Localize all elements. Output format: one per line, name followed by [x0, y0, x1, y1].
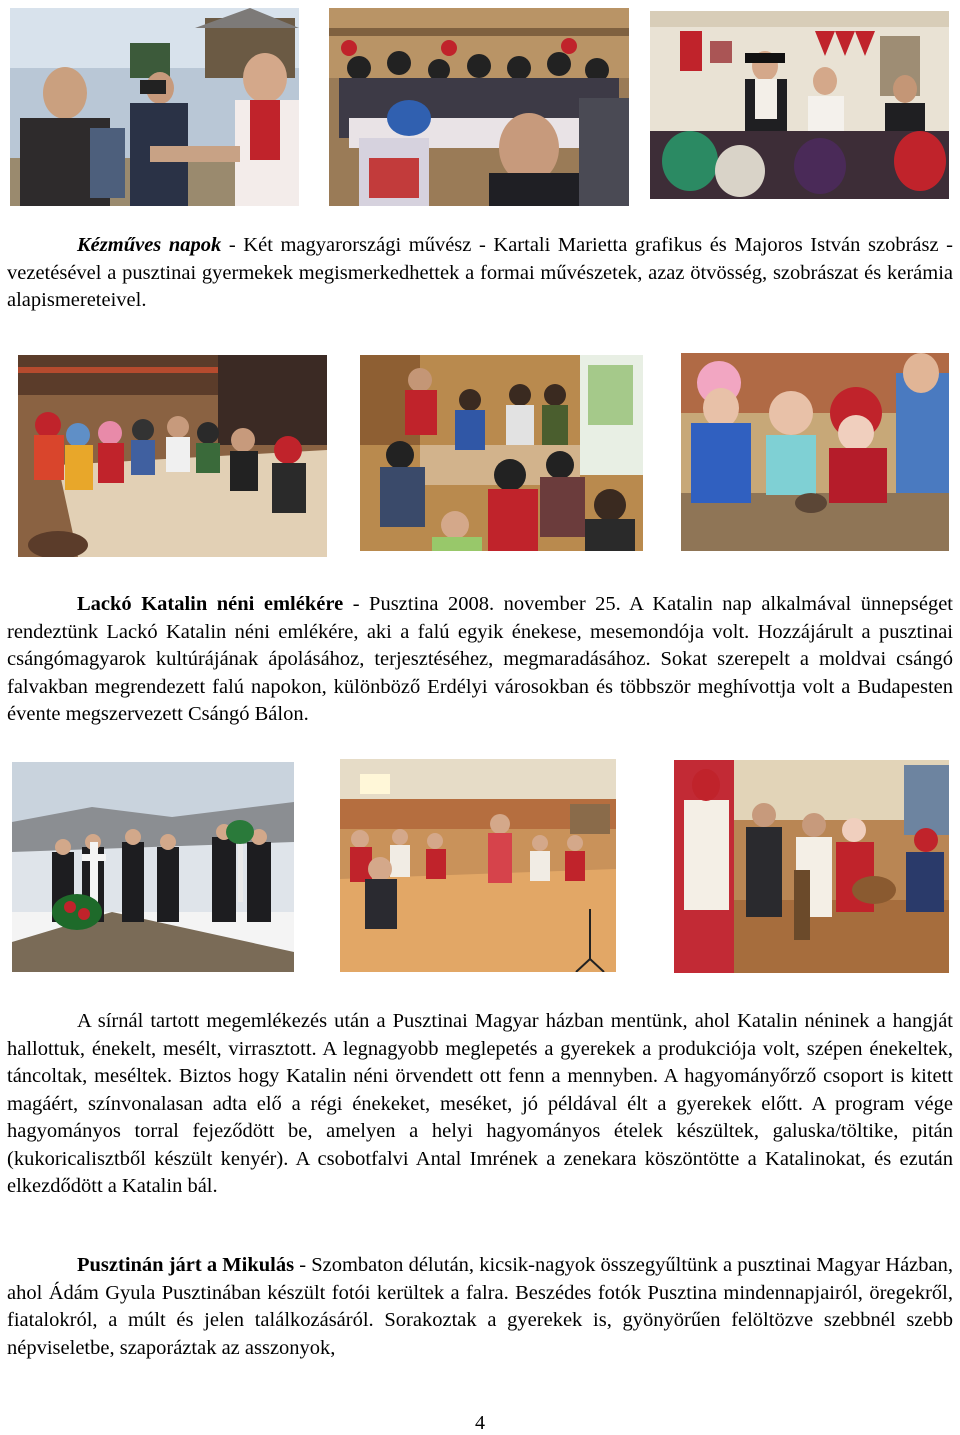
clay-modeling-photo [681, 353, 949, 551]
kezmuves-paragraph [7, 232, 953, 315]
feast-table-photo [329, 8, 629, 206]
lacko-title: Lackó Katalin néni emlékére [77, 593, 344, 615]
lacko-body: - Pusztina 2008. november 25. A Katalin nap alkalmával ünnepséget rendeztünk Lackó Katalin néni emlékére, aki a falú egyik énekese, mesemondója volt. Hozzájárult a pusztinai csángómagyarok kultúrájának ápolásához, terjesztéséhez, megmaradásához. Sokat szerepelt a moldvai csángó falvakban megrendezett falú napokon, különböző Erdélyi városokban és többször meghívottja volt a Budapesten évente megszervezett Csángó Bálon. [7, 593, 953, 725]
kezmuves-title: Kézműves napok [77, 234, 222, 256]
lacko-paragraph [7, 591, 953, 729]
mikulas-title: Pusztinán járt a Mikulás [77, 1254, 295, 1276]
mikulas-paragraph [7, 1252, 953, 1362]
handshake-photo [10, 8, 299, 206]
page-number: 4 [475, 1412, 485, 1434]
music-performance-photo [674, 760, 949, 973]
mikulas-body: - Szombaton délután, kicsik-nagyok összegyűltünk a pusztinai Magyar Házban, ahol Ádám Gyula Pusztinában készült fotói kerültek a falra. Beszédes fotók Pusztina mindennapjairól, öregekről, fiatalokról, a múlt és jelen találkozásáról. Sorakoztak a gyerekek is, gyönyörűen felöltözve szebbnél szebb népviseletbe, szaporáztak az asszonyok, [7, 1254, 953, 1359]
dance-hall-photo [340, 759, 616, 972]
folk-musicians-photo [650, 11, 949, 199]
sirnal-body: A sírnál tartott megemlékezés után a Pusztinai Magyar házban mentünk, ahol Katalin néninek a hangját hallottuk, énekelt, mesélt, virrasztott. A legnagyobb meglepetés a gyerekek a produkciója volt, szépen énekeltek, táncoltak, meséltek. Biztos hogy Katalin néni örvendett ott fenn a mennyben. A hagyományőrző csoport is kitett magáért, színvonalasan adta elő a régi énekeket, meséket, jó példával élt a gyerekek előtt. A program vége hagyományos torral fejeződött be, amelyen a helyi hagyományos ételek készültek, galuska/töltike, pitán (kukoricalisztből készült kenyér). A csobotfalvi Antal Imrének a zenekara köszöntötte a Katalinokat, és ezután elkezdődött a Katalin bál. [7, 1010, 953, 1197]
kezmuves-body: - Két magyarországi művész - Kartali Marietta grafikus és Majoros István szobrász - vezetésével a pusztinai gyermekek megismerkedhettek a formai művészetek, azaz ötvösség, szobrászat és kerámia alapismereteivel. [7, 234, 953, 311]
sirnal-paragraph [7, 1008, 953, 1201]
grave-memorial-photo [12, 762, 294, 972]
workshop-room-photo [360, 355, 643, 551]
children-table-photo [18, 355, 327, 557]
